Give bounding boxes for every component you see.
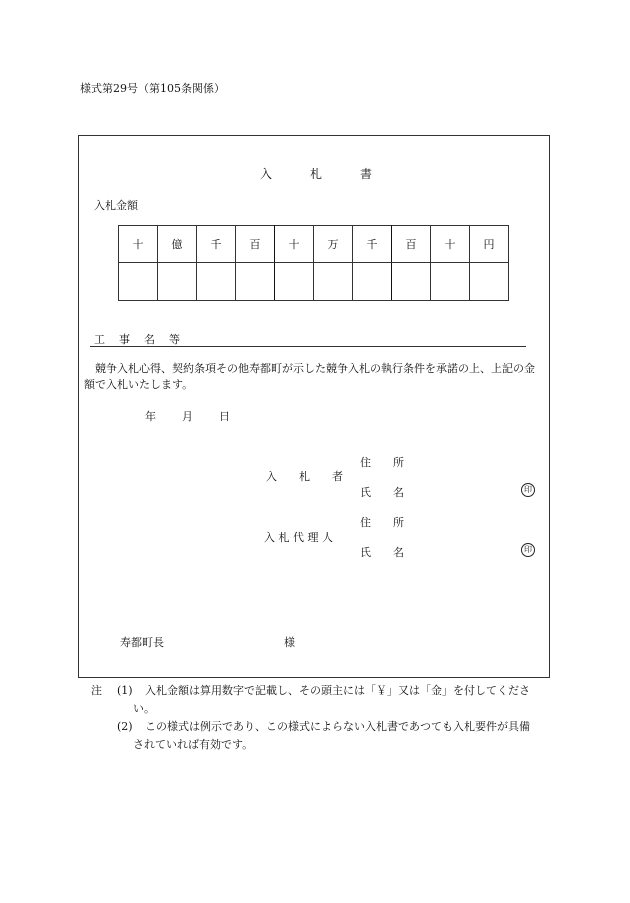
work-name-char: 名 xyxy=(144,333,155,346)
amount-digit-field[interactable] xyxy=(236,263,275,301)
title-char: 書 xyxy=(360,167,373,181)
bid-form-frame xyxy=(78,135,550,678)
form-title xyxy=(260,165,372,182)
unit-cell: 十 xyxy=(275,226,314,263)
bidder-address-label: 住 所 xyxy=(360,456,404,469)
title-char: 札 xyxy=(310,167,323,181)
date-month-label: 月 xyxy=(182,410,193,423)
date-field[interactable] xyxy=(145,408,256,424)
note-2-text: この様式は例示であり、この様式によらない入札書であつても入札要件が具備 xyxy=(145,720,530,733)
amount-digit-field[interactable] xyxy=(275,263,314,301)
amount-digit-field[interactable] xyxy=(158,263,197,301)
title-char: 入 xyxy=(260,167,273,181)
unit-cell: 億 xyxy=(158,226,197,263)
work-name-char: 事 xyxy=(119,333,130,346)
bidder-name-label: 氏 名 xyxy=(360,486,404,499)
agent-seal-mark: 印 xyxy=(521,543,535,557)
amount-digit-field[interactable] xyxy=(119,263,158,301)
work-name-char: 工 xyxy=(94,333,105,346)
bidder-seal-mark: 印 xyxy=(521,483,535,497)
amount-label: 入札金額 xyxy=(94,199,138,212)
amount-digit-field[interactable] xyxy=(314,263,353,301)
amount-grid xyxy=(118,225,509,301)
date-day-label: 日 xyxy=(219,410,230,423)
notes-prefix: 注 xyxy=(91,684,102,697)
note-1-text-cont: い。 xyxy=(133,702,155,715)
form-number: 様式第29号（第105条関係） xyxy=(80,82,225,95)
date-year-label: 年 xyxy=(145,410,156,423)
amount-digit-field[interactable] xyxy=(353,263,392,301)
declaration-text: 競争入札心得、契約条項その他寿都町が示した競争入札の執行条件を承諾の上、上記の金額で入札いたします。 xyxy=(84,362,535,391)
work-name-label xyxy=(94,331,194,347)
note-2-text-cont: されていれば有効です。 xyxy=(133,738,254,751)
unit-cell: 千 xyxy=(197,226,236,263)
unit-cell: 千 xyxy=(353,226,392,263)
note-2-number: (2) xyxy=(117,720,133,733)
work-name-field[interactable] xyxy=(90,346,526,347)
unit-cell: 百 xyxy=(392,226,431,263)
unit-cell: 百 xyxy=(236,226,275,263)
agent-label: 入 札 代 理 人 xyxy=(264,531,333,544)
amount-digit-field[interactable] xyxy=(470,263,509,301)
unit-cell: 万 xyxy=(314,226,353,263)
agent-address-label: 住 所 xyxy=(360,516,404,529)
amount-digit-field[interactable] xyxy=(392,263,431,301)
note-1-number: (1) xyxy=(117,684,133,697)
bidder-label: 入 札 者 xyxy=(266,470,343,483)
amount-digit-field[interactable] xyxy=(431,263,470,301)
note-1-text: 入札金額は算用数字で記載し、その頭主には「￥」又は「金」を付してくださ xyxy=(145,684,530,697)
amount-digit-field[interactable] xyxy=(197,263,236,301)
agent-name-label: 氏 名 xyxy=(360,546,404,559)
unit-cell: 十 xyxy=(431,226,470,263)
addressee: 寿都町長 xyxy=(120,636,164,649)
unit-cell: 円 xyxy=(470,226,509,263)
work-name-char: 等 xyxy=(169,333,180,346)
honorific: 様 xyxy=(284,636,295,649)
unit-cell: 十 xyxy=(119,226,158,263)
